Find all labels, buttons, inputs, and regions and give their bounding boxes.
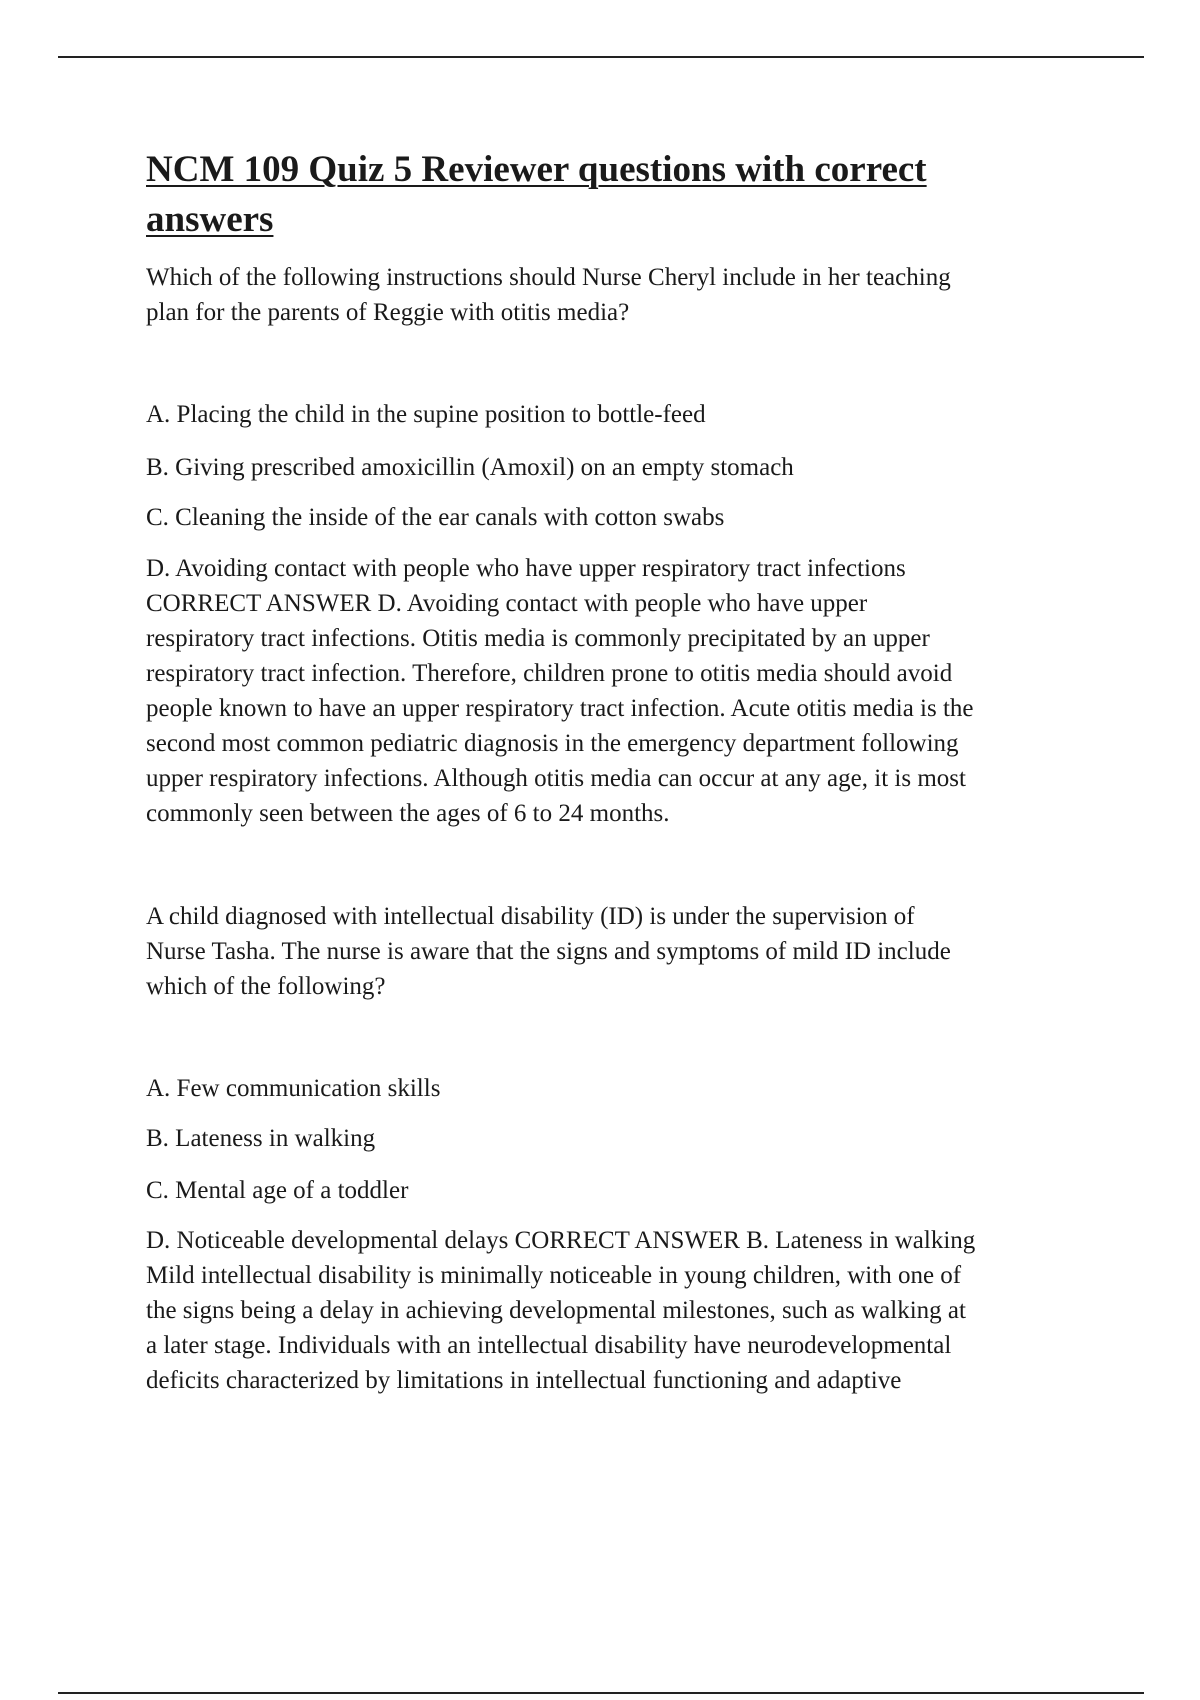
text-line: plan for the parents of Reggie with otitis media? <box>146 299 630 326</box>
question-1-option-d-answer <box>146 551 1106 831</box>
text-line: D. Avoiding contact with people who have upper respiratory tract infections <box>146 555 906 582</box>
title-line: answers <box>146 199 274 240</box>
text-line: upper respiratory infections. Although otitis media can occur at any age, it is most <box>146 765 966 792</box>
text-line: D. Noticeable developmental delays CORRECT ANSWER B. Lateness in walking <box>146 1227 976 1254</box>
text-line: a later stage. Individuals with an intellectual disability have neurodevelopmental <box>146 1332 952 1359</box>
question-1-option-b: B. Giving prescribed amoxicillin (Amoxil) on an empty stomach <box>146 454 794 481</box>
document-title <box>146 145 1106 245</box>
text-line: deficits characterized by limitations in intellectual functioning and adaptive <box>146 1367 902 1394</box>
question-1-stem <box>146 260 1106 330</box>
text-line: second most common pediatric diagnosis in the emergency department following <box>146 730 959 757</box>
text-line: Which of the following instructions should Nurse Cheryl include in her teaching <box>146 264 951 291</box>
text-line: commonly seen between the ages of 6 to 24 months. <box>146 800 670 827</box>
question-2-option-c: C. Mental age of a toddler <box>146 1177 409 1204</box>
text-line: Mild intellectual disability is minimally noticeable in young children, with one of <box>146 1262 962 1289</box>
text-line: the signs being a delay in achieving developmental milestones, such as walking at <box>146 1297 966 1324</box>
text-line: which of the following? <box>146 973 386 1000</box>
text-line: respiratory tract infection. Therefore, children prone to otitis media should avoid <box>146 660 953 687</box>
footer-rule <box>58 1692 1144 1694</box>
question-1-option-a: A. Placing the child in the supine position to bottle-feed <box>146 401 706 428</box>
question-1-option-c: C. Cleaning the inside of the ear canals with cotton swabs <box>146 504 725 531</box>
text-line: respiratory tract infections. Otitis media is commonly precipitated by an upper <box>146 625 930 652</box>
question-2-option-d-answer <box>146 1223 1106 1398</box>
text-line: Nurse Tasha. The nurse is aware that the signs and symptoms of mild ID include <box>146 938 951 965</box>
text-line: CORRECT ANSWER D. Avoiding contact with people who have upper <box>146 590 868 617</box>
question-2-option-a: A. Few communication skills <box>146 1075 441 1102</box>
text-line: people known to have an upper respiratory tract infection. Acute otitis media is the <box>146 695 974 722</box>
question-2-stem <box>146 899 1106 1004</box>
question-2-option-b: B. Lateness in walking <box>146 1125 376 1152</box>
text-line: A child diagnosed with intellectual disability (ID) is under the supervision of <box>146 903 915 930</box>
header-rule <box>58 56 1144 58</box>
title-line: NCM 109 Quiz 5 Reviewer questions with correct <box>146 149 927 190</box>
